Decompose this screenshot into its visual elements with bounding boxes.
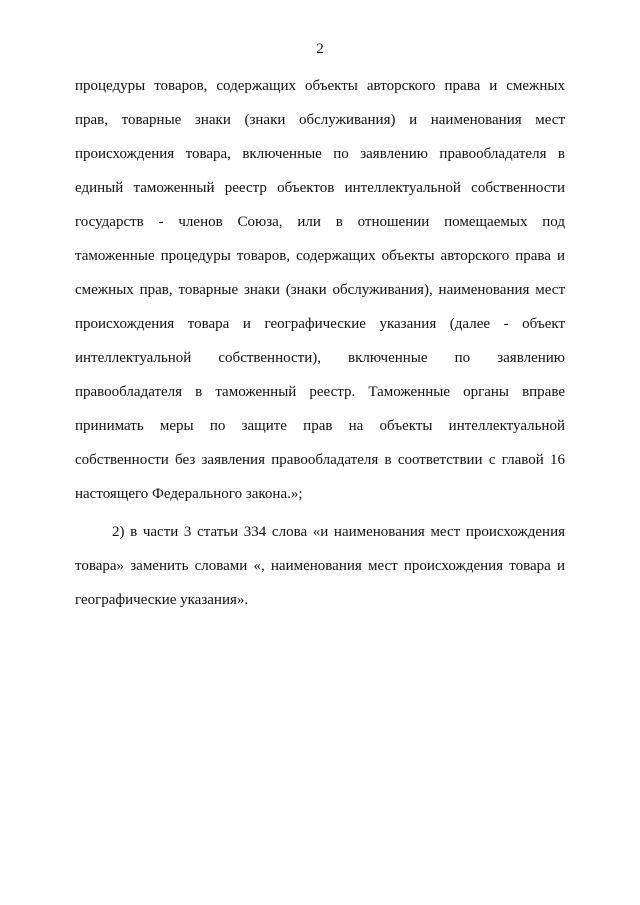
text-line: смежных прав, товарные знаки (знаки обслуживания), наименования мест: [75, 282, 565, 298]
text-line: происхождения товара, включенные по заявлению правообладателя в: [75, 146, 565, 162]
text-line: прав, товарные знаки (знаки обслуживания) и наименования мест: [75, 112, 565, 128]
text-line: правообладателя в таможенный реестр. Таможенные органы вправе: [75, 384, 565, 400]
paragraph-item-2: [75, 523, 565, 625]
text-line: 2) в части 3 статьи 334 слова «и наименования мест происхождения: [112, 524, 565, 540]
text-line: единый таможенный реестр объектов интеллектуальной собственности: [75, 180, 565, 196]
text-line: происхождения товара и географические указания (далее - объект: [75, 316, 565, 332]
page-number: 2: [316, 41, 324, 57]
text-line: интеллектуальной собственности), включенные по заявлению: [75, 350, 565, 366]
text-line: географические указания».: [75, 592, 249, 608]
paragraph-continuation: [75, 77, 565, 519]
text-line: принимать меры по защите прав на объекты интеллектуальной: [75, 418, 565, 434]
text-line: собственности без заявления правообладателя в соответствии с главой 16: [75, 452, 565, 468]
text-line: государств - членов Союза, или в отношении помещаемых под: [75, 214, 565, 230]
text-line: процедуры товаров, содержащих объекты авторского права и смежных: [75, 78, 565, 94]
text-line: товара» заменить словами «, наименования мест происхождения товара и: [75, 558, 565, 574]
text-line: настоящего Федерального закона.»;: [75, 486, 303, 502]
text-line: таможенные процедуры товаров, содержащих объекты авторского права и: [75, 248, 565, 264]
